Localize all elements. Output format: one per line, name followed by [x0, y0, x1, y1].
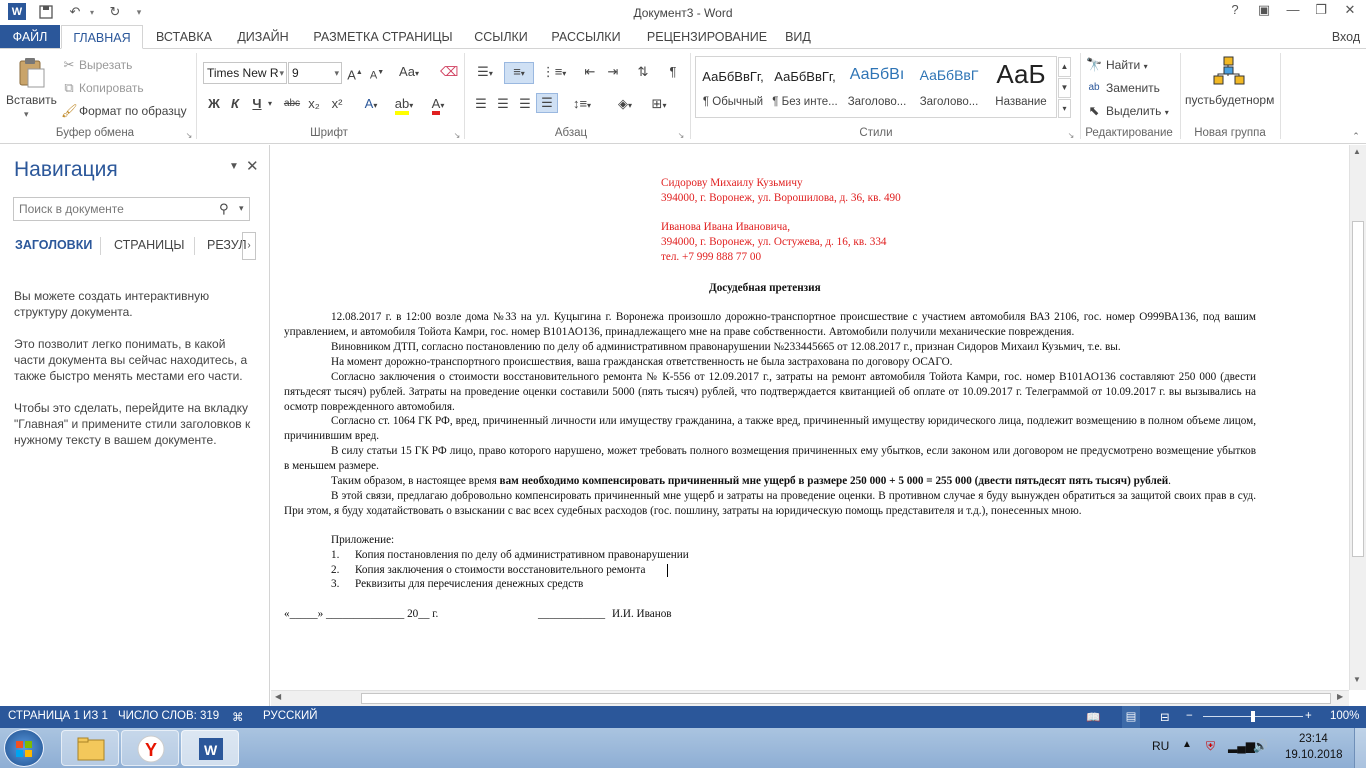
strikethrough-button[interactable]: abc — [283, 98, 301, 109]
ribbon-display-icon[interactable]: ▣ — [1257, 2, 1271, 17]
search-icon[interactable]: ⚲ — [219, 201, 229, 216]
horizontal-scroll-thumb[interactable] — [361, 693, 1331, 704]
p7-plain: Таким образом, в настоящее время — [331, 475, 500, 487]
volume-icon[interactable]: 🔊 — [1253, 739, 1268, 753]
claim-paragraph-2: Виновником ДТП, согласно постановлению по делу об административном правонарушении №233445665 от 12.08.2017 г., признан Сидоров Михаил Кузьмич, т.е. вы. — [331, 341, 1121, 353]
sender-address: 394000, г. Воронеж, ул. Остужева, д. 16, кв. 334 — [661, 236, 887, 248]
font-name-combo[interactable] — [203, 62, 287, 84]
select-label: Выделить — [1106, 104, 1162, 118]
paste-icon[interactable] — [16, 57, 46, 87]
tab-design[interactable]: ДИЗАЙН — [237, 30, 289, 44]
explorer-taskbar-button[interactable] — [61, 730, 119, 766]
style-preview: АаБбВвГг, — [702, 69, 764, 84]
text-cursor — [667, 564, 668, 577]
select-icon[interactable]: ⬉ — [1088, 103, 1100, 118]
scroll-left-icon[interactable]: ◀ — [275, 692, 282, 701]
grow-font-icon[interactable]: A▲ — [347, 67, 363, 83]
show-formatting-icon[interactable]: ¶ — [669, 64, 677, 79]
multilevel-list-icon[interactable]: ⋮≡▾ — [541, 64, 567, 79]
attachment-item: Копия заключения о стоимости восстановительного ремонта — [355, 564, 646, 576]
undo-dropdown-icon[interactable]: ▾ — [89, 7, 94, 17]
sender-name: Иванова Ивана Ивановича, — [661, 221, 791, 233]
font-group-label: Шрифт — [310, 127, 348, 139]
italic-button[interactable]: К — [231, 96, 239, 111]
nav-help-text-2: Это позволит легко понимать, в какой части документа вы сейчас находитесь, а также быстро менять местами его части. — [14, 337, 248, 383]
align-left-icon[interactable]: ☰ — [475, 96, 487, 111]
editing-group-label: Редактирование — [1085, 127, 1173, 139]
tab-file[interactable]: ФАЙЛ — [0, 25, 60, 49]
superscript-button[interactable]: x² — [331, 96, 343, 111]
signature-date: «_____» ______________ 20__ г. — [284, 608, 439, 620]
claim-paragraph-5: Согласно ст. 1064 ГК РФ, вред, причиненный личности или имуществу гражданина, а также вред, причиненный имуществу юридического лица, подлежит возмещению в полном объеме лицом, причинившим вред. — [284, 415, 1256, 442]
nav-search-input[interactable] — [13, 197, 250, 221]
status-bar — [0, 706, 1366, 728]
subscript-button[interactable]: x₂ — [308, 96, 320, 111]
find-label: Найти — [1106, 58, 1141, 72]
word-app-icon[interactable]: W — [8, 3, 26, 20]
minimize-icon[interactable]: — — [1286, 2, 1300, 17]
web-layout-icon[interactable]: ⊟ — [1160, 712, 1170, 724]
clear-formatting-icon[interactable]: ⌫ — [440, 64, 459, 79]
sender-phone: тел. +7 999 888 77 00 — [661, 251, 762, 263]
style-name: Заголово... — [847, 96, 907, 108]
copy-icon[interactable]: ⧉ — [64, 80, 74, 95]
p7-bold: вам необходимо компенсировать причиненный мне ущерб в размере 250 000 + 5 000 = 255 000 (двести пятьдесят пять тысяч) рублей — [499, 475, 1169, 487]
increase-indent-icon[interactable]: ⇥ — [607, 64, 619, 79]
tab-home[interactable]: ГЛАВНАЯ — [61, 25, 143, 49]
network-icon[interactable]: ▂▄▆ — [1228, 739, 1255, 753]
paste-button[interactable]: Вставить — [6, 93, 57, 107]
document-heading: Досудебная претензия — [709, 282, 821, 294]
bullets-icon[interactable]: ☰▾ — [477, 64, 493, 79]
styles-launcher-icon[interactable]: ↘ — [1067, 131, 1075, 140]
styles-scroll-up-icon[interactable]: ▲ — [1058, 57, 1071, 77]
claim-paragraph-4: Согласно заключения о стоимости восстановительного ремонта № К-556 от 12.09.2017 г., затраты на ремонт автомобиля Тойота Камри, гос. номер В101АО136 составляют 250 000 (двести пятьдесят тысяч) рублей. Затраты на проведение оценки составили 5000 (пять тысяч) рублей, что подтверждается квитанцией об оплате от 10.09.2017 г. Телеграммой от 10.09.2017 г. вы вызывались на осмотр поврежденного автомобиля. — [284, 371, 1256, 413]
yandex-taskbar-button[interactable] — [121, 730, 179, 766]
nav-tab-headings[interactable]: ЗАГОЛОВКИ — [15, 238, 93, 252]
shading-icon[interactable]: ◈▾ — [617, 96, 632, 111]
cut-icon[interactable]: ✂ — [63, 57, 75, 72]
align-right-icon[interactable]: ☰ — [519, 96, 531, 111]
zoom-slider-thumb[interactable] — [1251, 711, 1255, 722]
scroll-up-icon[interactable]: ▲ — [1353, 147, 1361, 156]
undo-icon[interactable]: ↶ — [69, 4, 81, 19]
styles-more-icon[interactable]: ▾ — [1058, 99, 1071, 118]
claim-paragraph-8: В этой связи, предлагаю добровольно компенсировать причиненный мне ущерб и затраты на проведение оценки. В противном случае я буду вынужден обратиться за защитой своих прав в суд. При этом, я буду ходатайствовать о взыскании с вас всех судебных расходов (гос. пошлину, затраты на юридическую помощь представителя и т.д.), понесенных мною. — [284, 490, 1256, 517]
language-indicator[interactable]: РУССКИЙ — [263, 710, 318, 722]
tab-view[interactable]: ВИД — [785, 30, 811, 44]
format-painter-button[interactable]: Формат по образцу — [79, 104, 187, 118]
tab-insert[interactable]: ВСТАВКА — [155, 30, 213, 44]
attachment-item: Копия постановления по делу об административном правонарушении — [355, 549, 689, 561]
navigation-pane — [0, 145, 270, 706]
tray-expand-icon[interactable]: ▲ — [1182, 739, 1192, 750]
nav-help-text-3: Чтобы это сделать, перейдите на вкладку "Главная" и примените стили заголовков к нужному тексту в вашем документе. — [14, 401, 251, 447]
p7-end: . — [1168, 475, 1171, 487]
attachments-title: Приложение: — [331, 534, 395, 546]
styles-scroll-down-icon[interactable]: ▼ — [1058, 78, 1071, 98]
page-count[interactable]: СТРАНИЦА 1 ИЗ 1 — [8, 710, 108, 722]
signature-line: ____________ — [538, 608, 606, 620]
vertical-scrollbar[interactable] — [1349, 145, 1366, 690]
zoom-out-icon[interactable]: − — [1186, 710, 1193, 722]
start-button[interactable] — [4, 729, 44, 767]
styles-group-label: Стили — [859, 127, 893, 139]
style-no-spacing[interactable] — [769, 59, 841, 119]
tab-review[interactable]: РЕЦЕНЗИРОВАНИЕ — [646, 30, 768, 44]
horizontal-scrollbar[interactable] — [271, 690, 1349, 706]
style-preview: АаБбВı — [849, 66, 905, 83]
signature-name: И.И. Иванов — [612, 608, 672, 620]
find-button[interactable]: Найти ▾ — [1106, 58, 1148, 72]
nav-tab-pages[interactable]: СТРАНИЦЫ — [114, 238, 185, 252]
input-language[interactable]: RU — [1152, 739, 1170, 753]
redo-icon[interactable]: ↻ — [109, 4, 121, 19]
style-preview: АаБбВвГ — [919, 67, 979, 83]
hierarchy-icon[interactable] — [1212, 55, 1246, 87]
text-effects-icon[interactable]: A▾ — [364, 96, 378, 111]
taskbar — [0, 728, 1366, 768]
font-color-icon[interactable]: A▾ — [424, 95, 452, 115]
replace-icon[interactable]: ab — [1088, 82, 1100, 93]
clock-date[interactable]: 19.10.2018 — [1285, 749, 1343, 761]
search-placeholder: Поиск в документе — [19, 202, 124, 216]
clipboard-launcher-icon[interactable]: ↘ — [185, 131, 193, 140]
style-name: Заголово... — [919, 96, 979, 108]
restore-icon[interactable]: ❐ — [1315, 2, 1327, 17]
style-name: ¶ Обычный — [702, 96, 764, 108]
title-bar — [0, 0, 1366, 25]
highlight-icon[interactable]: ab▾ — [390, 95, 418, 115]
align-center-icon[interactable]: ☰ — [497, 96, 509, 111]
window-title: Документ3 - Word — [633, 6, 733, 20]
font-size-dropdown-icon[interactable]: ▾ — [334, 68, 339, 78]
help-button[interactable]: ? — [1231, 2, 1239, 17]
close-icon[interactable]: ✕ — [1344, 2, 1356, 17]
custom-macro-button[interactable]: пустьбудетнорм — [1185, 93, 1275, 107]
zoom-in-icon[interactable]: + — [1305, 710, 1312, 722]
read-mode-icon[interactable]: 📖 — [1086, 712, 1101, 724]
bold-button[interactable]: Ж — [208, 96, 220, 111]
ribbon-tabs — [0, 25, 1366, 49]
scroll-right-icon[interactable]: ▶ — [1337, 692, 1344, 701]
zoom-level[interactable]: 100% — [1330, 710, 1360, 722]
underline-dropdown-icon[interactable]: ▾ — [267, 99, 272, 108]
nav-close-icon[interactable]: ✕ — [246, 158, 259, 175]
cut-button[interactable]: Вырезать — [79, 58, 133, 72]
security-icon[interactable]: ⛨ — [1206, 739, 1216, 753]
word-taskbar-button[interactable] — [181, 730, 239, 766]
recipient-address: 394000, г. Воронеж, ул. Ворошилова, д. 36, кв. 490 — [661, 192, 901, 204]
replace-button[interactable]: Заменить — [1106, 81, 1160, 95]
nav-tab-results[interactable]: РЕЗУЛ — [207, 238, 247, 252]
claim-paragraph-1: 12.08.2017 г. в 12:00 возле дома №33 на ул. Куцыгина г. Воронежа произошло дорожно-транспортное происшествие с участием автомобиля ВАЗ 2106, гос. номер О999ВА136, под вашим управлением, и автомобиля Тойота Камри, гос. номер В101АО136, принадлежащего мне на праве собственности. Автомобили получили механические повреждения. — [284, 311, 1256, 338]
sign-in-link[interactable]: Вход — [1331, 30, 1361, 44]
change-case-button[interactable]: Aa▾ — [399, 64, 419, 79]
ribbon — [0, 48, 1366, 144]
font-name-value: Times New R — [207, 66, 279, 80]
collapse-ribbon-icon[interactable]: ⌃ — [1352, 131, 1360, 141]
search-dropdown-icon[interactable]: ▾ — [239, 203, 244, 213]
claim-paragraph-7 — [284, 474, 1256, 489]
style-heading-2[interactable] — [913, 59, 985, 119]
proofing-icon[interactable]: ⌘ — [232, 712, 244, 724]
numbering-icon[interactable]: ≡▾ — [504, 62, 534, 84]
nav-help-text-1: Вы можете создать интерактивную структуру документа. — [14, 289, 210, 319]
custom-group-label: Новая группа — [1194, 127, 1266, 139]
font-name-dropdown-icon[interactable]: ▾ — [279, 68, 284, 78]
select-button[interactable]: Выделить ▾ — [1106, 104, 1169, 118]
sort-icon[interactable]: ⇅ — [637, 64, 649, 79]
font-launcher-icon[interactable]: ↘ — [453, 131, 461, 140]
tab-mailings[interactable]: РАССЫЛКИ — [551, 30, 621, 44]
attachment-item: Реквизиты для перечисления денежных средств — [355, 578, 584, 590]
paragraph-launcher-icon[interactable]: ↘ — [677, 131, 685, 140]
recipient-name: Сидорову Михаилу Кузьмичу — [661, 177, 803, 189]
clipboard-group-label: Буфер обмена — [55, 127, 135, 139]
svg-text:Y: Y — [145, 740, 158, 760]
style-name: Название — [995, 96, 1047, 108]
paste-dropdown-icon[interactable]: ▾ — [24, 109, 29, 119]
vertical-scroll-thumb[interactable] — [1352, 221, 1364, 557]
tab-references[interactable]: ССЫЛКИ — [474, 30, 528, 44]
style-preview: АаБбВвГг, — [774, 69, 836, 84]
decrease-indent-icon[interactable]: ⇤ — [584, 64, 596, 79]
attachment-num: 1. — [331, 549, 340, 561]
format-painter-icon[interactable]: 🖌 — [61, 103, 78, 118]
style-title[interactable] — [985, 59, 1057, 119]
font-size-combo[interactable] — [288, 62, 342, 84]
line-spacing-icon[interactable]: ↕≡▾ — [572, 96, 592, 111]
justify-icon[interactable]: ☰ — [536, 93, 558, 113]
claim-paragraph-6: В силу статьи 15 ГК РФ лицо, право которого нарушено, может требовать полного возмещения причиненных ему убытков, если законом или договором не предусмотрено возмещение убытков в меньшем размере. — [284, 445, 1256, 472]
change-case-label: Aa — [399, 64, 415, 79]
svg-text:W: W — [204, 742, 218, 758]
scroll-down-icon[interactable]: ▼ — [1353, 675, 1361, 684]
paragraph-group-label: Абзац — [554, 127, 588, 139]
print-layout-icon[interactable]: ▤ — [1122, 706, 1140, 728]
find-icon[interactable]: 🔭 — [1086, 57, 1103, 72]
style-normal[interactable] — [697, 59, 769, 119]
clock-time[interactable]: 23:14 — [1299, 733, 1328, 745]
borders-icon[interactable]: ⊞▾ — [651, 96, 667, 111]
claim-paragraph-3: На момент дорожно-транспортного происшествия, ваша гражданская ответственность не была застрахована по договору ОСАГО. — [331, 356, 953, 368]
style-heading-1[interactable] — [841, 59, 913, 119]
font-size-value: 9 — [292, 66, 299, 80]
show-desktop-button[interactable] — [1354, 728, 1366, 768]
style-name: ¶ Без инте... — [772, 96, 838, 108]
nav-options-icon[interactable]: ▼ — [229, 161, 239, 172]
shrink-font-icon[interactable]: A▼ — [369, 69, 385, 82]
style-preview: АаБ — [996, 59, 1046, 89]
copy-button[interactable]: Копировать — [79, 81, 144, 95]
word-count[interactable]: ЧИСЛО СЛОВ: 319 — [118, 710, 220, 722]
nav-tabs-scroll-icon[interactable]: › — [242, 232, 256, 260]
underline-button[interactable]: Ч — [252, 96, 262, 111]
attachment-num: 2. — [331, 564, 340, 576]
attachment-num: 3. — [331, 578, 340, 590]
tab-layout[interactable]: РАЗМЕТКА СТРАНИЦЫ — [313, 30, 453, 44]
navigation-title: Навигация — [14, 158, 118, 181]
customize-qat-icon[interactable]: ▾ — [136, 6, 142, 17]
